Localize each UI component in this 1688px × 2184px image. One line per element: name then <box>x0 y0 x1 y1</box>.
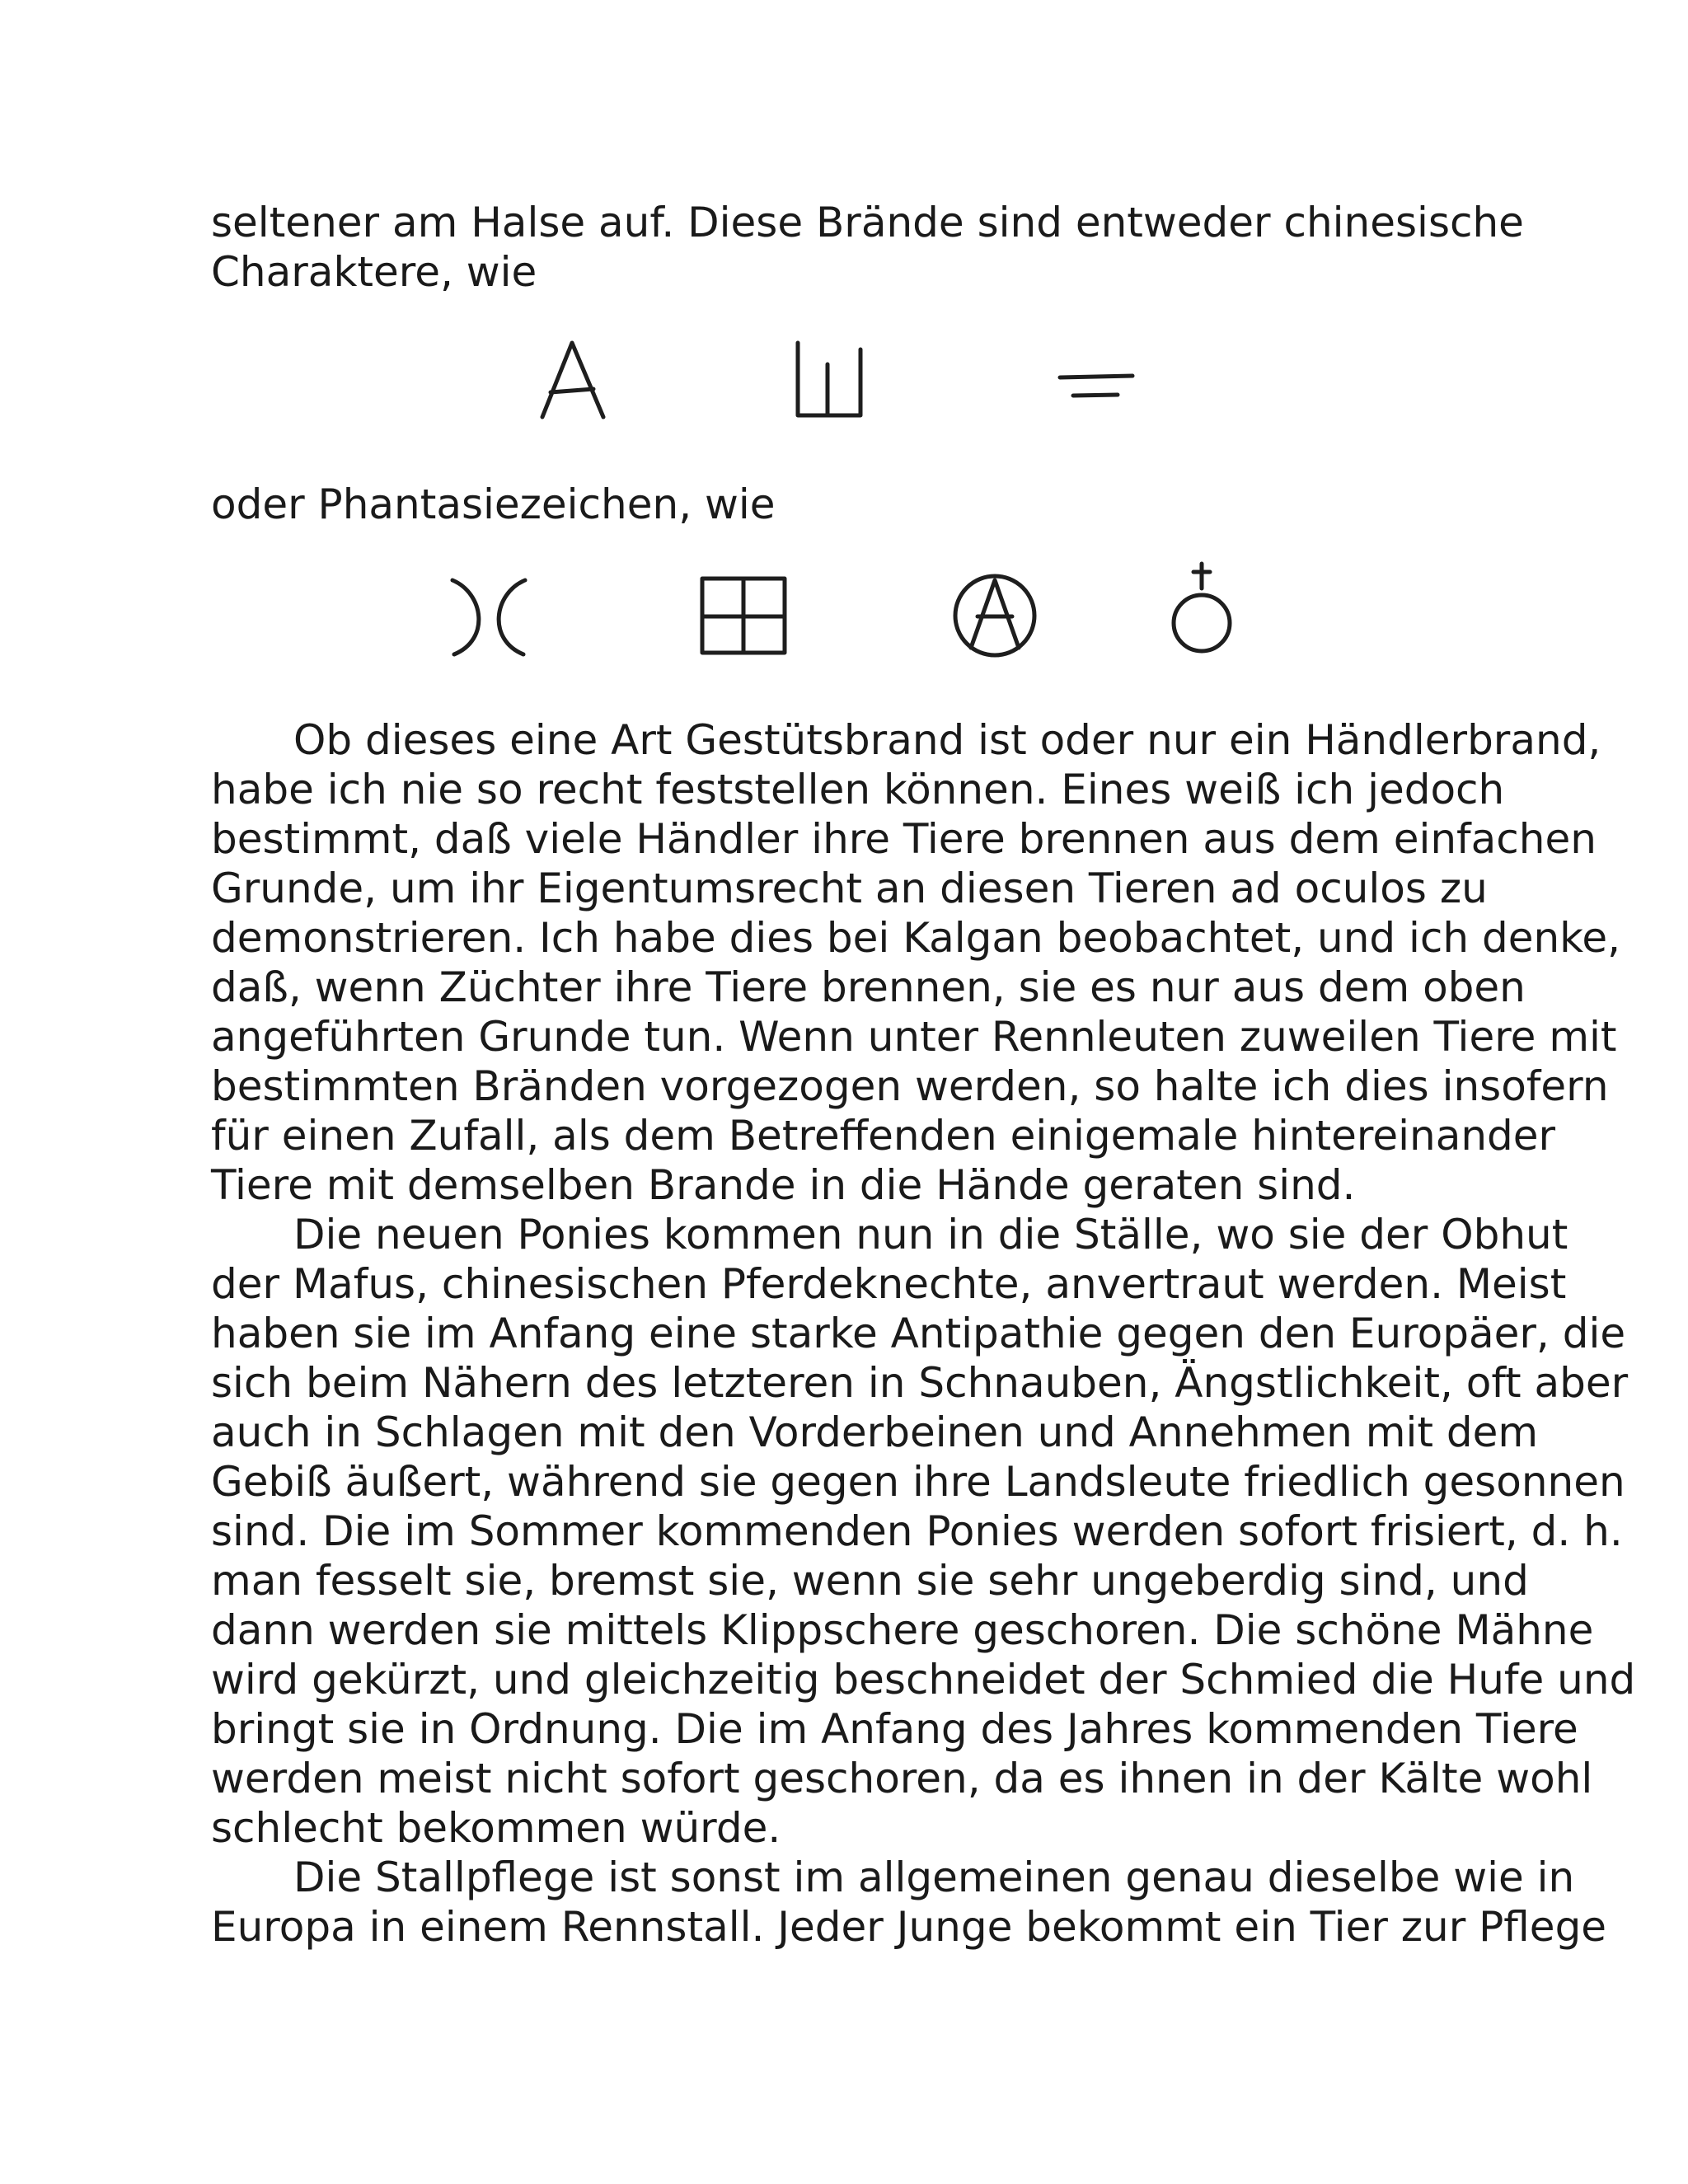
text-line: wird gekürzt, und gleichzeitig beschneidet der Schmied die Hufe und <box>211 1656 1636 1704</box>
text-line: Ob dieses eine Art Gestütsbrand ist oder nur ein Händlerbrand, <box>293 716 1601 764</box>
text-line: dann werden sie mittels Klippschere geschoren. Die schöne Mähne <box>211 1606 1594 1654</box>
brand-crossed-arcs-icon <box>448 575 530 658</box>
brand-quartered-square-icon <box>699 575 790 658</box>
text-line: Tiere mit demselben Brande in die Hände geraten sind. <box>211 1161 1356 1209</box>
text-line: angeführten Grunde tun. Wenn unter Rennleuten zuweilen Tiere mit <box>211 1013 1617 1061</box>
text-line: bringt sie in Ordnung. Die im Anfang des Jahres kommenden Tiere <box>211 1705 1578 1753</box>
text-line: seltener am Halse auf. Diese Brände sind entweder chinesische <box>211 199 1524 246</box>
text-line: Die neuen Ponies kommen nun in die Ställe, wo sie der Obhut <box>293 1211 1568 1258</box>
text-line: sich beim Nähern des letzteren in Schnauben, Ängstlichkeit, oft aber <box>211 1359 1629 1407</box>
text-line: oder Phantasiezeichen, wie <box>211 480 776 528</box>
text-line: Gebiß äußert, während sie gegen ihre Landsleute friedlich gesonnen <box>211 1458 1625 1506</box>
brand-character-shan-icon <box>791 338 865 420</box>
text-line: der Mafus, chinesischen Pferdeknechte, anvertraut werden. Meist <box>211 1260 1567 1308</box>
text-line: werden meist nicht sofort geschoren, da es ihnen in der Kälte wohl <box>211 1755 1593 1802</box>
text-line: Die Stallpflege ist sonst im allgemeinen genau dieselbe wie in <box>293 1854 1575 1901</box>
text-line: haben sie im Anfang eine starke Antipathie gegen den Europäer, die <box>211 1310 1626 1357</box>
brand-circle-cross-icon <box>1169 560 1235 659</box>
text-line: habe ich nie so recht feststellen können. Eines weiß ich jedoch <box>211 766 1505 813</box>
brand-character-ren-icon <box>536 338 610 420</box>
paragraph-brands <box>211 715 1621 1210</box>
text-line: man fesselt sie, bremst sie, wenn sie sehr ungeberdig sind, und <box>211 1557 1529 1605</box>
text-line: für einen Zufall, als dem Betreffenden einigemale hintereinander <box>211 1112 1556 1160</box>
text-line: bestimmten Bränden vorgezogen werden, so halte ich dies insofern <box>211 1062 1609 1110</box>
brand-character-er-icon <box>1055 338 1137 420</box>
text-block-fantasy-intro <box>211 480 1464 529</box>
text-line: schlecht bekommen würde. <box>211 1804 781 1852</box>
paragraph-stable-care <box>211 1853 1607 1952</box>
text-line: bestimmt, daß viele Händler ihre Tiere brennen aus dem einfachen <box>211 815 1597 863</box>
paragraph-new-ponies <box>211 1210 1636 1853</box>
text-line: sind. Die im Sommer kommenden Ponies werden sofort frisiert, d. h. <box>211 1507 1623 1555</box>
text-line: Grunde, um ihr Eigentumsrecht an diesen Tieren ad oculos zu <box>211 865 1488 912</box>
brand-circled-a-icon <box>950 570 1040 661</box>
text-line: Europa in einem Rennstall. Jeder Junge bekommt ein Tier zur Pflege <box>211 1903 1607 1951</box>
text-line: daß, wenn Züchter ihre Tiere brennen, sie es nur aus dem oben <box>211 963 1526 1011</box>
text-line: auch in Schlagen mit den Vorderbeinen und Annehmen mit dem <box>211 1408 1539 1456</box>
text-line: Charaktere, wie <box>211 248 537 296</box>
text-line: demonstrieren. Ich habe dies bei Kalgan beobachtet, und ich denke, <box>211 914 1621 962</box>
text-block-intro <box>211 198 1524 297</box>
